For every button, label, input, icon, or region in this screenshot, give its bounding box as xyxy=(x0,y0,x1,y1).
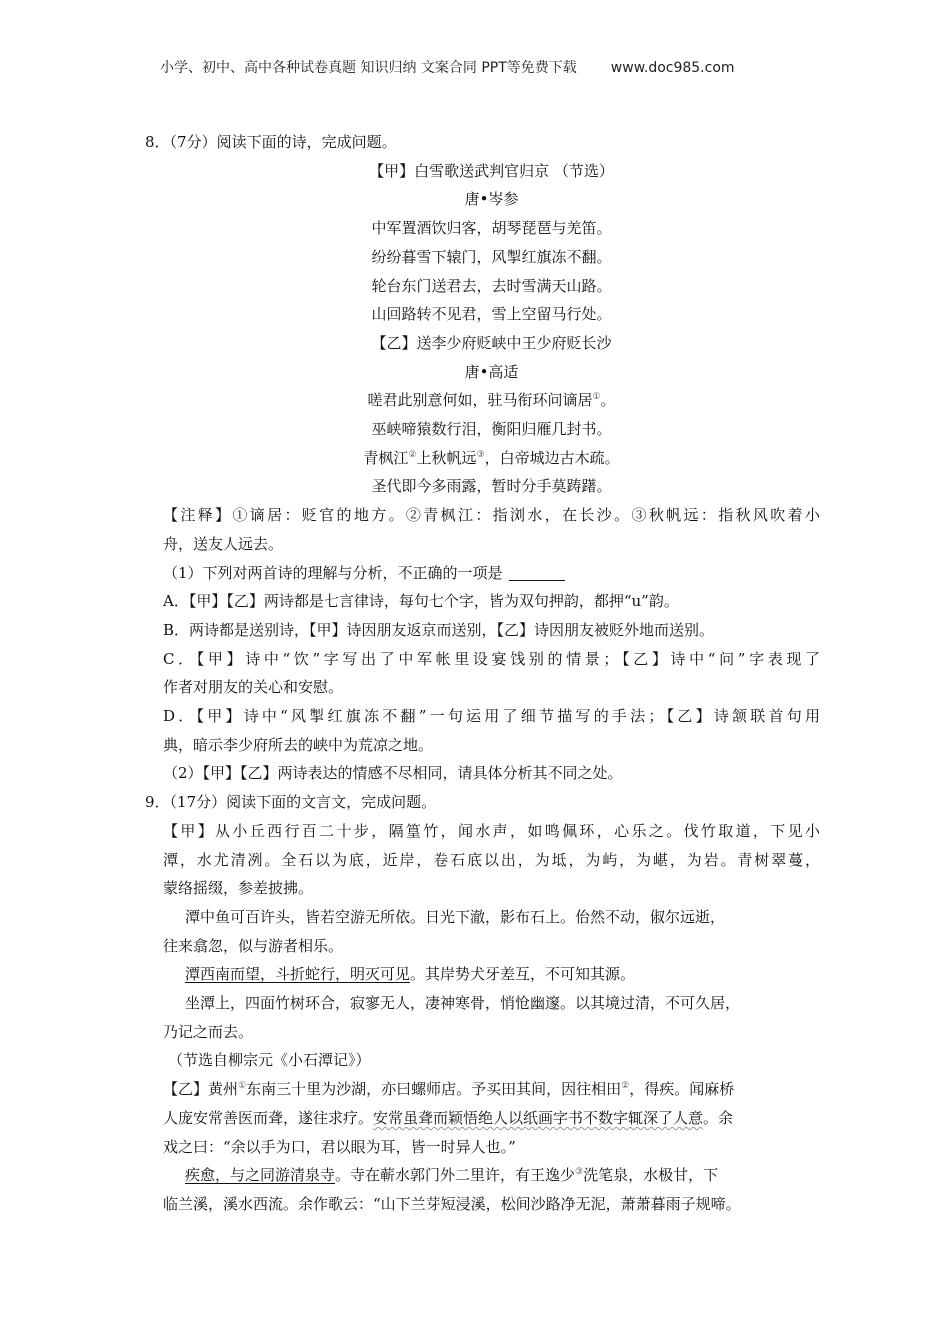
text-line xyxy=(145,131,397,153)
text-segment: 山回路转不见君，雪上空留马行处。 xyxy=(371,305,612,324)
text-segment: 。余 xyxy=(703,1108,734,1127)
text-line xyxy=(163,820,820,842)
header-text: 小学、初中、高中各种试卷真题 知识归纳 文案合同 PPT等免费下载 xyxy=(160,60,577,76)
text-line xyxy=(163,1107,733,1129)
text-line xyxy=(163,418,820,440)
text-segment: 潭，水尤清冽。全石以为底，近岸，卷石底以出，为坻，为屿，为嵁，为岩。青树翠蔓， xyxy=(163,850,820,869)
footnote-marker: ③ xyxy=(575,1167,584,1178)
text-segment: D．【甲】诗中“风掣红旗冻不翻”一句运用了细节描写的手法；【乙】诗颔联首句用 xyxy=(163,707,820,725)
footnote-marker: ① xyxy=(238,1081,247,1092)
text-segment: （节选自柳宗元《小石潭记》） xyxy=(168,1051,371,1070)
text-segment: 中军置酒饮归客，胡琴琵琶与羌笛。 xyxy=(371,219,612,238)
text-segment: C．【甲】诗中“饮”字写出了中军帐里设宴饯别的情景；【乙】诗中“问”字表现了 xyxy=(163,649,820,668)
text-line xyxy=(163,246,820,268)
text-segment: 洗笔泉，水极甘，下 xyxy=(583,1166,719,1185)
text-segment: 唐•高适 xyxy=(464,362,519,381)
text-segment: 纷纷暮雪下辕门，风掣红旗冻不翻。 xyxy=(371,247,612,266)
text-line xyxy=(163,303,820,325)
text-segment: 戏之曰：“余以手为口，君以眼为耳，皆一时异人也。” xyxy=(163,1137,516,1156)
text-segment: 舟，送友人远去。 xyxy=(163,534,284,553)
text-line xyxy=(185,1164,718,1186)
text-line xyxy=(163,1136,516,1158)
text-segment: （1）下列对两首诗的理解与分析，不正确的一项是 xyxy=(163,563,503,582)
text-line xyxy=(163,1078,734,1100)
text-segment: 8．（7分）阅读下面的诗，完成问题。 xyxy=(145,133,397,151)
footnote-marker: ② xyxy=(408,449,417,460)
text-segment: 唐•岑参 xyxy=(464,190,519,209)
text-line xyxy=(163,590,679,612)
text-line xyxy=(163,447,820,469)
text-segment: 【甲】从小丘西行百二十步，隔篁竹，闻水声，如鸣佩环，心乐之。伐竹取道，下见小 xyxy=(163,821,820,840)
text-segment: 。寺在蕲水郭门外二里许，有王逸少 xyxy=(335,1166,576,1185)
text-line xyxy=(163,734,433,756)
text-segment: 【乙】送李少府贬峡中王少府贬长沙 xyxy=(371,333,612,352)
text-line xyxy=(163,361,820,383)
text-line xyxy=(168,1049,371,1071)
text-line xyxy=(185,992,740,1014)
text-segment: 往来翕忽，似与游者相乐。 xyxy=(163,936,344,955)
underlined-text: 安常虽聋而颖悟绝人以纸画字书不数字辄深了人意 xyxy=(373,1108,704,1127)
text-segment: 嗟君此别意何如，驻马衔环问谪居 xyxy=(367,391,593,410)
text-segment: 人庞安常善医而聋，遂往求疗。 xyxy=(163,1108,374,1127)
text-segment: 圣代即今多雨露，暂时分手莫踌躇。 xyxy=(371,477,612,496)
page-header xyxy=(160,57,735,77)
text-segment: 9．（17分）阅读下面的文言文，完成问题。 xyxy=(145,793,437,812)
text-segment: 轮台东门送君去，去时雪满天山路。 xyxy=(371,276,612,295)
text-segment: A．【甲】【乙】两诗都是七言律诗，每句七个字，皆为双句押韵，都押“u”韵。 xyxy=(163,592,679,611)
text-segment: B．两诗都是送别诗，【甲】诗因朋友返京而送别，【乙】诗因朋友被贬外地而送别。 xyxy=(163,620,715,639)
text-line xyxy=(163,705,820,727)
footnote-marker: ③ xyxy=(476,449,485,460)
text-line xyxy=(163,849,820,871)
text-line xyxy=(163,217,820,239)
text-segment: 乃记之而去。 xyxy=(163,1022,254,1041)
answer-blank[interactable] xyxy=(509,566,565,581)
text-segment: 巫峡啼猿数行泪，衡阳归雁几封书。 xyxy=(371,420,612,438)
header-url[interactable]: www.doc985.com xyxy=(610,60,735,76)
text-segment: 蒙络摇缀，参差披拂。 xyxy=(163,879,314,898)
text-line xyxy=(163,562,565,584)
text-segment: 。其岸势犬牙差互，不可知其源。 xyxy=(410,965,636,984)
text-segment: 青枫江 xyxy=(363,448,409,467)
text-line xyxy=(163,188,820,210)
text-line xyxy=(163,676,343,698)
text-line xyxy=(163,389,820,411)
text-segment: 【甲】白雪歌送武判官归京 （节选） xyxy=(369,161,614,180)
text-segment: （2）【甲】【乙】两诗表达的情感不尽相同，请具体分析其不同之处。 xyxy=(163,764,623,783)
underlined-text: 疾愈，与之同游清泉寺 xyxy=(185,1166,336,1185)
text-segment: ，白帝城边古木疏。 xyxy=(484,448,620,467)
text-line xyxy=(145,791,436,813)
text-line xyxy=(185,963,635,985)
text-segment: 作者对朋友的关心和安慰。 xyxy=(163,678,344,697)
text-line xyxy=(163,275,820,297)
text-line xyxy=(163,935,343,957)
text-segment: 上秋帆远 xyxy=(416,448,477,467)
text-line xyxy=(163,332,820,354)
text-line xyxy=(163,475,820,497)
text-segment: 。 xyxy=(600,391,616,410)
text-line xyxy=(163,877,313,899)
text-line xyxy=(185,906,725,928)
text-line xyxy=(163,619,714,641)
text-segment: 【注释】①谪居：贬官的地方。②青枫江：指浏水，在长沙。③秋帆远：指秋风吹着小 xyxy=(163,506,820,525)
text-segment: 东南三十里为沙湖，亦曰螺师店。予买田其间，因往相田 xyxy=(246,1080,622,1099)
text-line xyxy=(163,160,820,182)
text-line xyxy=(163,504,820,526)
footnote-marker: ② xyxy=(621,1081,630,1092)
text-segment: 坐潭上，四面竹树环合，寂寥无人，凄神寒骨，悄怆幽邃。以其境过清，不可久居， xyxy=(185,994,741,1012)
text-segment: 临兰溪，溪水西流。余作歌云：“山下兰芽短浸溪，松间沙路净无泥，萧萧暮雨子规啼。 xyxy=(163,1194,741,1213)
text-line xyxy=(163,648,820,670)
text-line xyxy=(163,762,623,784)
text-line xyxy=(163,1193,741,1215)
text-line xyxy=(163,1021,253,1043)
text-segment: 【乙】黄州 xyxy=(163,1080,239,1099)
underlined-text: 潭西南而望，斗折蛇行，明灭可见 xyxy=(185,965,411,984)
text-segment: ，得疾。闻麻桥 xyxy=(629,1080,735,1099)
text-line xyxy=(163,533,283,555)
text-segment: 潭中鱼可百许头，皆若空游无所依。日光下澈，影布石上。佁然不动，俶尔远逝， xyxy=(185,907,726,926)
footnote-marker: ① xyxy=(592,392,601,403)
text-segment: 典，暗示李少府所去的峡中为荒凉之地。 xyxy=(163,735,434,754)
